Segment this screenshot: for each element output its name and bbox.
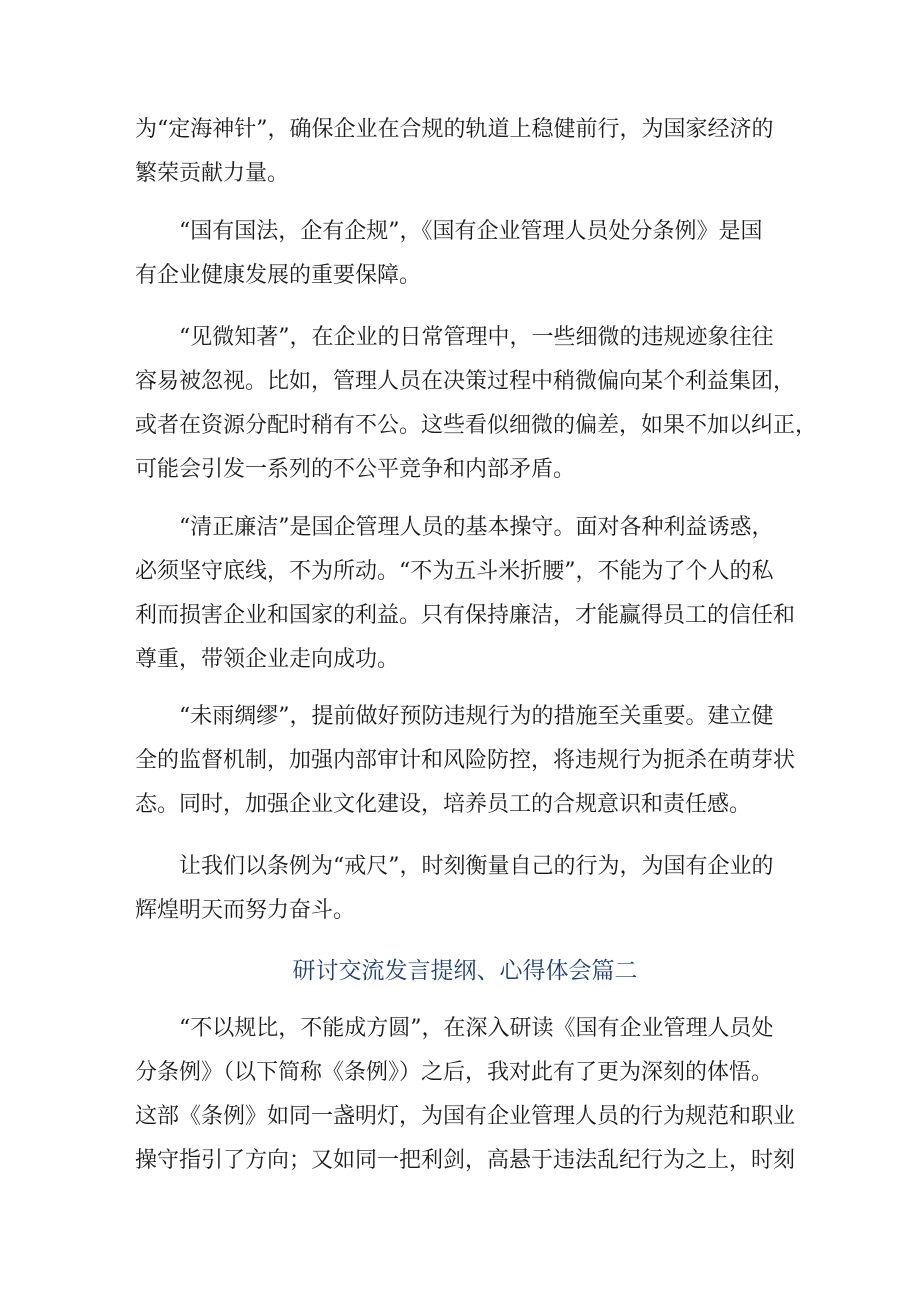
paragraph-4 [135, 506, 795, 682]
text-line: “国有国法，企有企规”，《国有企业管理人员处分条例》是国 [135, 219, 763, 244]
text-line: “见微知著”，在企业的日常管理中，一些细微的违规迹象往往 [135, 325, 774, 350]
text-line: 这部《条例》如同一盏明灯，为国有企业管理人员的行为规范和职业 [135, 1104, 796, 1129]
text-line: 繁荣贡献力量。 [135, 161, 290, 186]
text-line: 让我们以条例为“戒尺”，时刻衡量自己的行为，为国有企业的 [135, 854, 774, 879]
text-line: 分条例》（以下简称《条例》）之后，我对此有了更为深刻的体悟。 [135, 1060, 774, 1085]
text-line: 辉煌明天而努力奋斗。 [135, 898, 356, 923]
section-heading: 研讨交流发言提纲、心得体会篇二 [292, 958, 638, 984]
paragraph-1 [135, 108, 795, 196]
text-line: 利而损害企业和国家的利益。只有保持廉洁，才能赢得员工的信任和 [135, 603, 796, 628]
paragraph-3 [135, 316, 818, 492]
text-line: “清正廉洁”是国企管理人员的基本操守。面对各种利益诱惑， [135, 515, 774, 540]
text-line: 或者在资源分配时稍有不公。这些看似细微的偏差，如果不加以纠正， [135, 413, 818, 438]
paragraph-6 [135, 845, 795, 933]
text-line: 态。同时，加强企业文化建设，培养员工的合规意识和责任感。 [135, 792, 752, 817]
text-line: 尊重，带领企业走向成功。 [135, 647, 400, 672]
text-line: 有企业健康发展的重要保障。 [135, 263, 422, 288]
text-line: 必须坚守底线，不为所动。“不为五斗米折腰”，不能为了个人的私 [135, 559, 774, 584]
text-line: “不以规比，不能成方圆”，在深入研读《国有企业管理人员处 [135, 1016, 774, 1041]
text-line: 容易被忽视。比如，管理人员在决策过程中稍微偏向某个利益集团， [135, 369, 796, 394]
text-line: 全的监督机制，加强内部审计和风险防控，将违规行为扼杀在萌芽状 [135, 748, 796, 773]
paragraph-2 [135, 210, 795, 298]
paragraph-7 [135, 1007, 795, 1183]
text-line: 为“定海神针”，确保企业在合规的轨道上稳健前行，为国家经济的 [135, 117, 774, 142]
text-line: “未雨绸缪”，提前做好预防违规行为的措施至关重要。建立健 [135, 704, 774, 729]
text-line: 可能会引发一系列的不公平竞争和内部矛盾。 [135, 457, 576, 482]
text-line: 操守指引了方向；又如同一把利剑，高悬于违法乱纪行为之上，时刻 [135, 1148, 796, 1173]
paragraph-5 [135, 695, 795, 827]
